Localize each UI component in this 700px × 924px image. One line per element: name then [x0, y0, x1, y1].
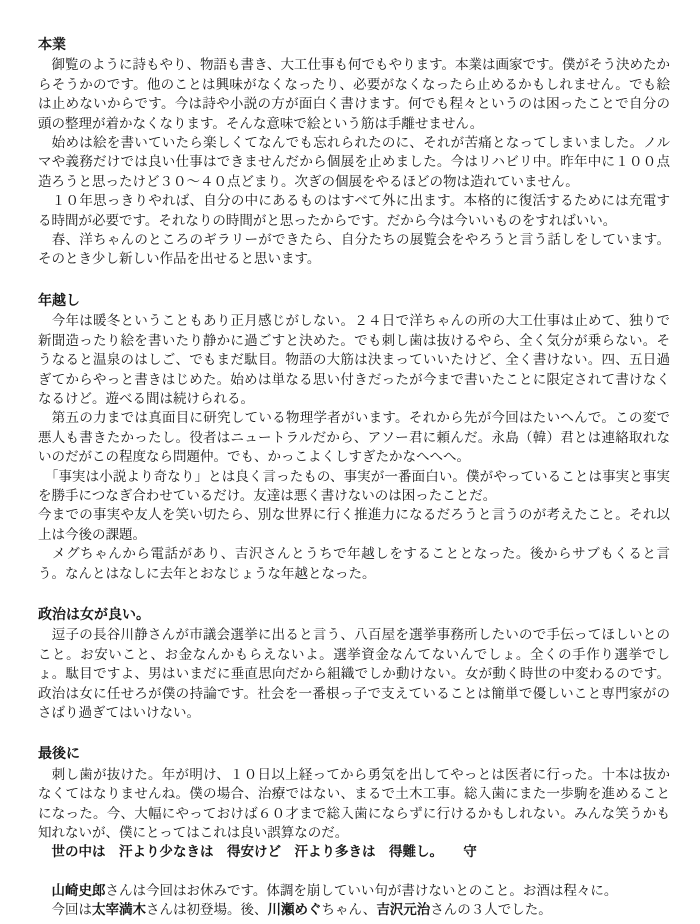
member-name: 吉沢元治	[376, 902, 431, 918]
footer-text: 今回は	[38, 902, 92, 918]
member-name: 川瀬めぐ	[267, 902, 322, 918]
section-title: 年越し	[38, 293, 80, 309]
section-title: 本業	[38, 38, 66, 53]
paragraph: メグちゃんから電話があり、吉沢さんとうちで年越しをすることとなった。後からサブもくると言う。なんとはなしに去年とおなじょうな年越となった。	[38, 546, 670, 581]
member-name: 山崎史郎	[51, 882, 106, 898]
paragraph: 春、洋ちゃんのところのギラリーができたら、自分たちの展覧会をやろうと言う話しをしています。そのとき少し新しい作品を出せると思います。	[38, 232, 670, 267]
paragraph: 「事実は小説より奇なり」とは良く言ったもの、事実が一番面白い。僕がやっていることは事実と事実を勝手につなぎ合わせているだけ。友達は悪く書けないのは困ったことだ。	[38, 468, 670, 503]
paragraph: 第五の力までは真面目に研究している物理学者がいます。それから先が今回はたいへんで。この変で悪人も書きたかったし。役者はニュートラルだから、アソー君に頼んだ。永島（韓）君とは連絡取れないのだがこの程度なら問題仲。でも、かっこよくしすぎたかなへへへ。	[38, 410, 670, 465]
paragraph: 御覧のように詩もやり、物語も書き、大工仕事も何でもやります。本業は画家です。僕がそう決めたからそうかのです。他のことは興味がなくなったり、必要がなくなったら止めるかもしれません。でも絵は止めないからです。今は詩や小説の方が面白く書けます。何でも程々というのは困ったことで自分の頭の整理が着かなくなります。そんな意味で絵という筋は手離せません。	[38, 57, 670, 131]
footer-text: ちゃん、	[321, 902, 377, 918]
paragraph: 今までの事実や友人を笑い切たら、別な世界に行く推進力になるだろうと言うのが考えたこと。それ以上は今後の課題。	[38, 507, 670, 542]
section-finally	[38, 745, 670, 919]
paragraph: １０年思っきりやれば、自分の中にあるものはすべて外に出ます。本格的に復活するためには充電する時間が必要です。それなりの時間がと思ったからです。だから今は今いいものをすればいい。	[38, 193, 670, 228]
paragraph: 今年は暖冬ということもあり正月感じがしない。２４日で洋ちゃんの所の大工仕事は止めて、独りで新聞造ったり絵を書いたり静かに過ごすと決めた。でも刺し歯は抜けるやら、全く気分が乗らない。そうなると温泉のはしご、でもまだ駄目。物語の大筋は決まっていいたけど、全く書けない。四、五日過ぎてからやっと書きはじめた。始めは単なる思い付きだったが今まで書いたことに限定されて書けなくなるけど。遊べる間は続けられる。	[38, 313, 670, 406]
proverb-line: 世の中は 汗より少なきは 得安けど 汗より多きは 得難し。 守	[38, 844, 477, 860]
section-title: 最後に	[38, 747, 80, 763]
paragraph: 始めは絵を書いていたら楽しくてなんでも忘れられたのに、それが苦痛となってしまいました。ノルマや義務だけでは良い仕事はできませんだから個展を止めました。今はリハビリ中。昨年中に１００点造ろうと思ったけど３０〜４０点どまり。次ぎの個展をやるほどの物は造れていません。	[38, 135, 670, 189]
paragraph: 逗子の長谷川静さんが市議会選挙に出ると言う、八百屋を選挙事務所したいので手伝ってほしいとのこと。お安いこと、お金なんかもらえないよ。選挙資金なんてないんでしょ。全くの手作り選挙でしょ。駄目ですよ、男はいまだに垂直思向だから組織でしか動けない。女が動く時世の中変わるのです。政治は女に任せろが僕の持論です。社会を一番根っ子で支えていることは簡単で優しいこと専門家がのさばり過ぎてはいけない。	[38, 627, 670, 720]
footer-text	[38, 883, 52, 898]
footer-line	[38, 881, 670, 900]
footer-text: さんの３人でした。	[430, 902, 552, 918]
section-new-year	[38, 292, 670, 583]
section-politics	[38, 606, 670, 722]
footer-line	[38, 900, 670, 919]
section-main-occupation	[38, 36, 670, 269]
paragraph: 刺し歯が抜けた。年が明け、１０日以上経ってから勇気を出してやっとは医者に行った。十本は抜かなくてはなりませんね。僕の場合、治療ではない、まるで土木工事。総入歯にまた一歩駒を進めることになった。今、大幅にやっておけば６０才まで総入歯にならずに行けるかもしれない。みんな笑うかも知れないが、僕にとってはこれは良い誤算なのだ。	[38, 766, 670, 841]
section-title: 政治は女が良い。	[38, 607, 150, 623]
footer-text: さんは今回はお休みです。体調を崩していい句が書けないとのこと。お酒は程々に。	[105, 882, 618, 898]
member-name: 太宰満木	[92, 902, 146, 918]
closing-notes	[38, 881, 670, 920]
footer-text: さんは初登場。後、	[146, 902, 268, 918]
